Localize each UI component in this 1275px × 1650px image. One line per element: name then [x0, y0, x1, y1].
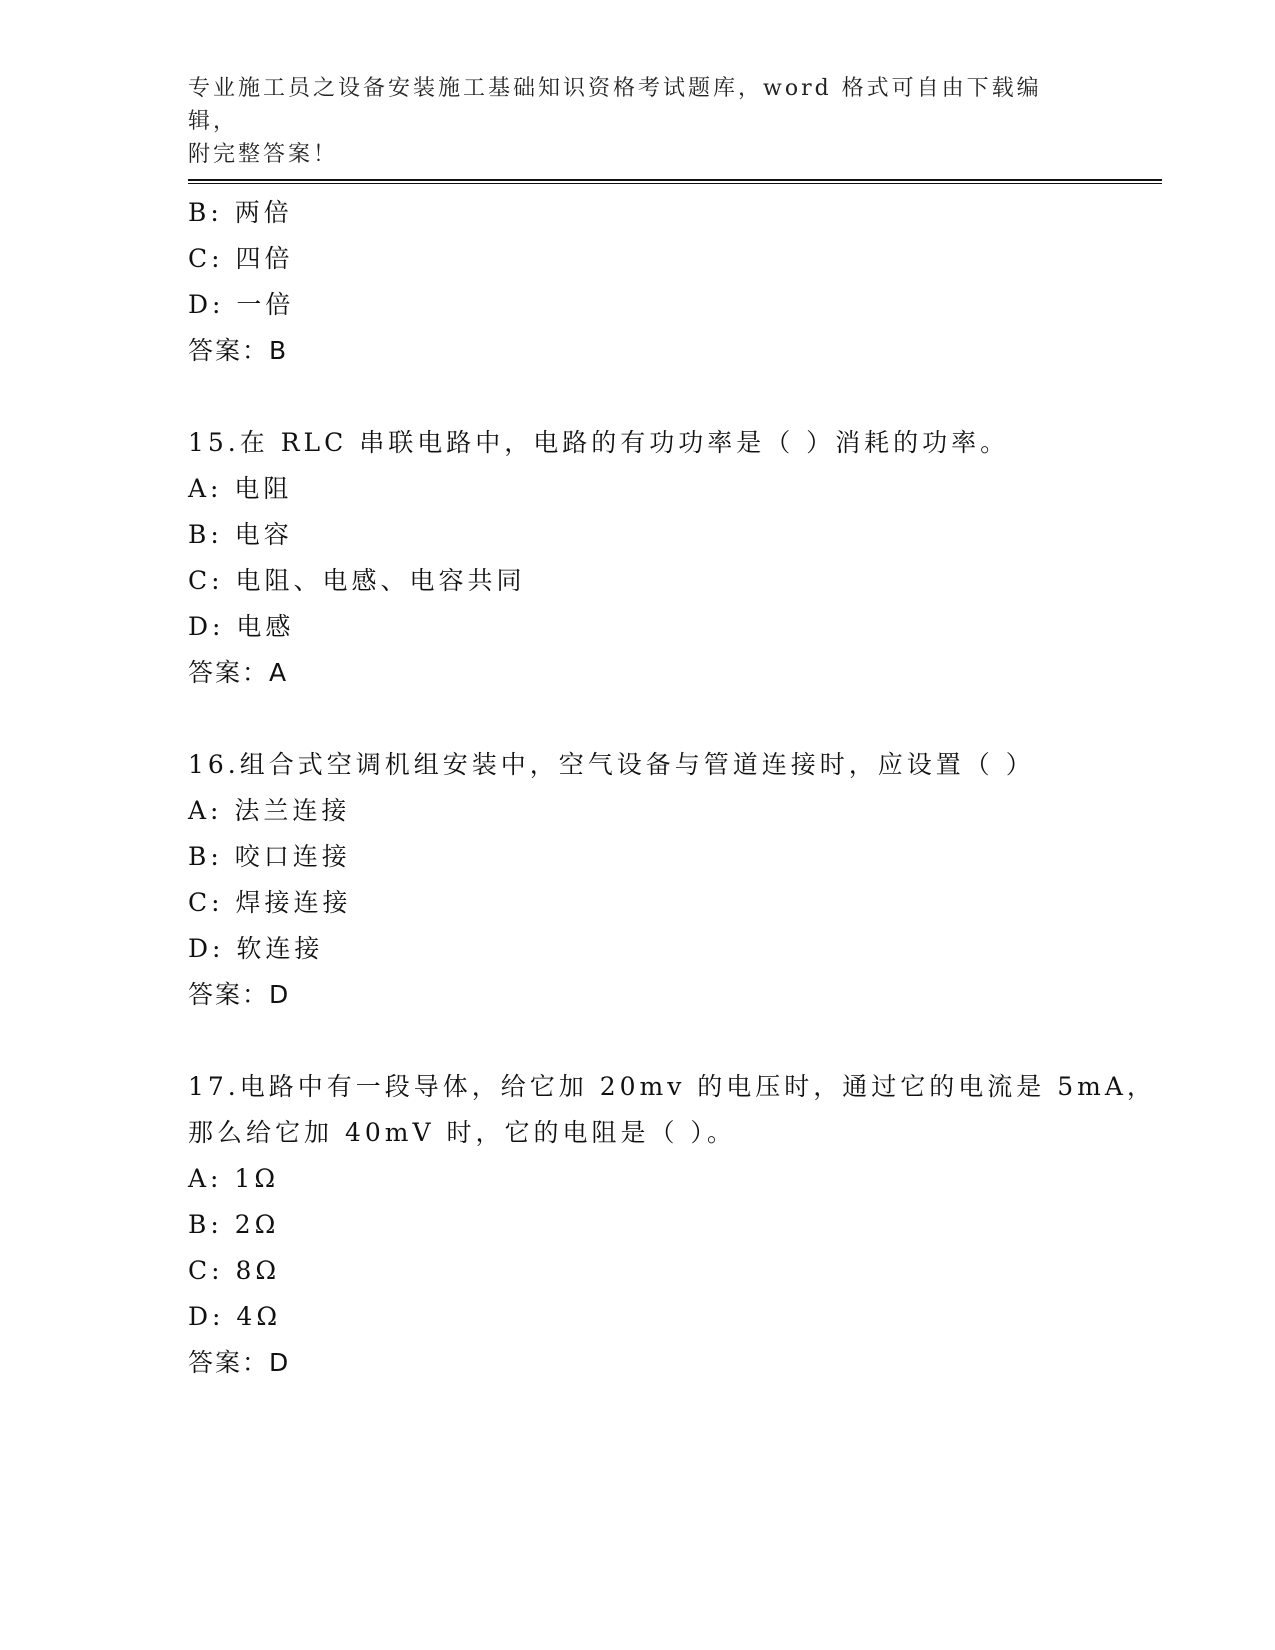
option-c: C: 焊接连接 — [188, 888, 352, 917]
header-divider-thin — [188, 183, 1162, 184]
answer-line: 答案：A — [188, 658, 289, 687]
option-a: A: 1Ω — [188, 1164, 280, 1193]
question-text: 15.在 RLC 串联电路中，电路的有功功率是（ ）消耗的功率。 — [188, 428, 1010, 457]
option-b: B: 电容 — [188, 520, 293, 549]
option-d: D: 软连接 — [188, 934, 324, 963]
option-c: C: 电阻、电感、电容共同 — [188, 566, 526, 595]
option-b: B: 咬口连接 — [188, 842, 351, 871]
answer-line: 答案：B — [188, 336, 289, 365]
option-d: D: 4Ω — [188, 1302, 282, 1331]
header-line-2: 附完整答案！ — [188, 142, 339, 167]
option-b: B: 2Ω — [188, 1210, 280, 1239]
header-line-1: 专业施工员之设备安装施工基础知识资格考试题库，word 格式可自由下载编辑， — [188, 76, 1042, 134]
question-14 — [188, 190, 1148, 374]
question-text: 16.组合式空调机组安装中，空气设备与管道连接时，应设置（ ） — [188, 750, 1035, 779]
answer-line: 答案：D — [188, 1348, 291, 1377]
question-list — [188, 190, 1156, 1386]
question-16 — [188, 742, 1148, 1018]
option-c: C: 8Ω — [188, 1256, 281, 1285]
document-header — [188, 72, 1088, 171]
option-c: C: 四倍 — [188, 244, 294, 273]
header-divider-thick — [188, 179, 1162, 181]
question-text-line-1: 17.电路中有一段导体，给它加 20mv 的电压时，通过它的电流是 5mA， — [188, 1072, 1156, 1101]
question-15 — [188, 420, 1148, 696]
option-d: D: 电感 — [188, 612, 295, 641]
question-17 — [188, 1064, 1156, 1386]
option-a: A: 法兰连接 — [188, 796, 351, 825]
answer-line: 答案：D — [188, 980, 291, 1009]
question-text-line-2: 那么给它加 40mV 时，它的电阻是（ ）。 — [188, 1118, 736, 1147]
option-d: D: 一倍 — [188, 290, 295, 319]
option-a: A: 电阻 — [188, 474, 293, 503]
option-b: B: 两倍 — [188, 198, 293, 227]
